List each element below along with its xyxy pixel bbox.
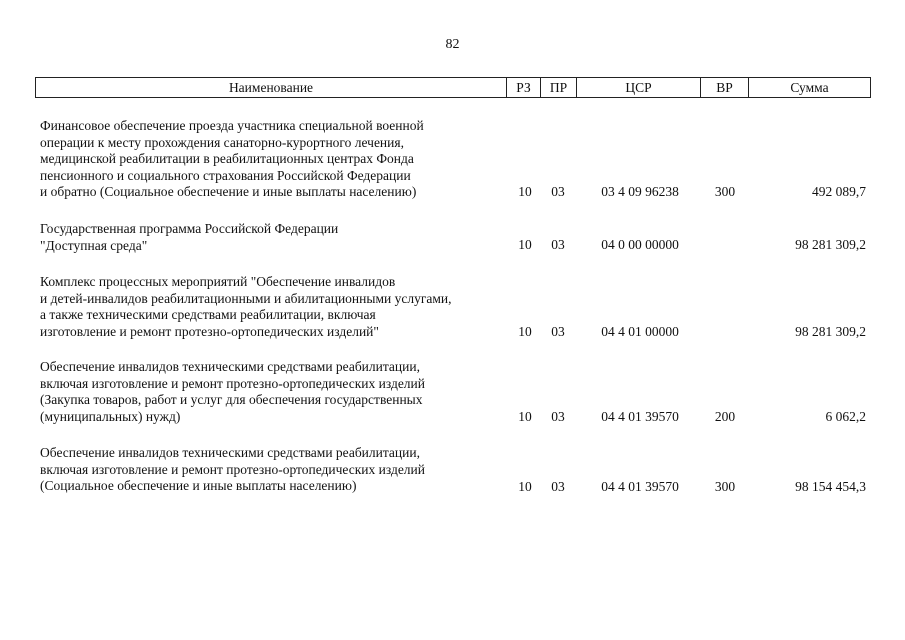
row-vr: 200 — [714, 409, 736, 424]
row-rz: 10 — [518, 184, 532, 199]
row-sum: 492 089,7 — [812, 184, 866, 199]
row-name: Государственная программа Российской Федерации "Доступная среда" — [40, 221, 339, 253]
row-rz: 10 — [518, 479, 532, 494]
row-vr: 300 — [714, 479, 736, 494]
row-csr: 04 0 00 00000 — [601, 237, 679, 252]
page-number: 82 — [445, 37, 460, 52]
row-rz: 10 — [518, 409, 532, 424]
row-csr: 03 4 09 96238 — [601, 184, 679, 199]
header-rz: РЗ — [507, 78, 541, 97]
row-pr: 03 — [551, 409, 565, 424]
row-vr: 300 — [714, 184, 736, 199]
row-pr: 03 — [551, 184, 565, 199]
header-name: Наименование — [36, 78, 507, 97]
row-pr: 03 — [551, 237, 565, 252]
row-rz: 10 — [518, 237, 532, 252]
row-name: Комплекс процессных мероприятий "Обеспечение инвалидов и детей-инвалидов реабилитационными и абилитационными услугами, а также техническими средствами реабилитации, включая изготовление и ремонт протезно-ортопедических изделий" — [40, 274, 452, 339]
row-name: Финансовое обеспечение проезда участника специальной военной операции к месту прохождения санаторно-курортного лечения, медицинской реабилитации в реабилитационных центрах Фонда пенсионного и социального страхования Российской Федерации и обратно (Социальное обеспечение и иные выплаты населению) — [40, 118, 424, 200]
table-header — [35, 77, 871, 98]
row-csr: 04 4 01 00000 — [601, 324, 679, 339]
row-pr: 03 — [551, 324, 565, 339]
header-pr: ПР — [541, 78, 577, 97]
row-name: Обеспечение инвалидов техническими средствами реабилитации, включая изготовление и ремонт протезно-ортопедических изделий (Социальное обеспечение и иные выплаты населению) — [40, 445, 425, 494]
row-csr: 04 4 01 39570 — [601, 409, 679, 424]
row-csr: 04 4 01 39570 — [601, 479, 679, 494]
row-sum: 98 281 309,2 — [795, 237, 866, 252]
row-pr: 03 — [551, 479, 565, 494]
row-name: Обеспечение инвалидов техническими средствами реабилитации, включая изготовление и ремонт протезно-ортопедических изделий (Закупка товаров, работ и услуг для обеспечения государственных (муниципальных) нужд) — [40, 359, 425, 424]
row-sum: 6 062,2 — [825, 409, 866, 424]
header-csr: ЦСР — [577, 78, 701, 97]
header-vr: ВР — [701, 78, 749, 97]
row-sum: 98 281 309,2 — [795, 324, 866, 339]
header-sum: Сумма — [790, 80, 829, 95]
row-rz: 10 — [518, 324, 532, 339]
row-sum: 98 154 454,3 — [795, 479, 866, 494]
